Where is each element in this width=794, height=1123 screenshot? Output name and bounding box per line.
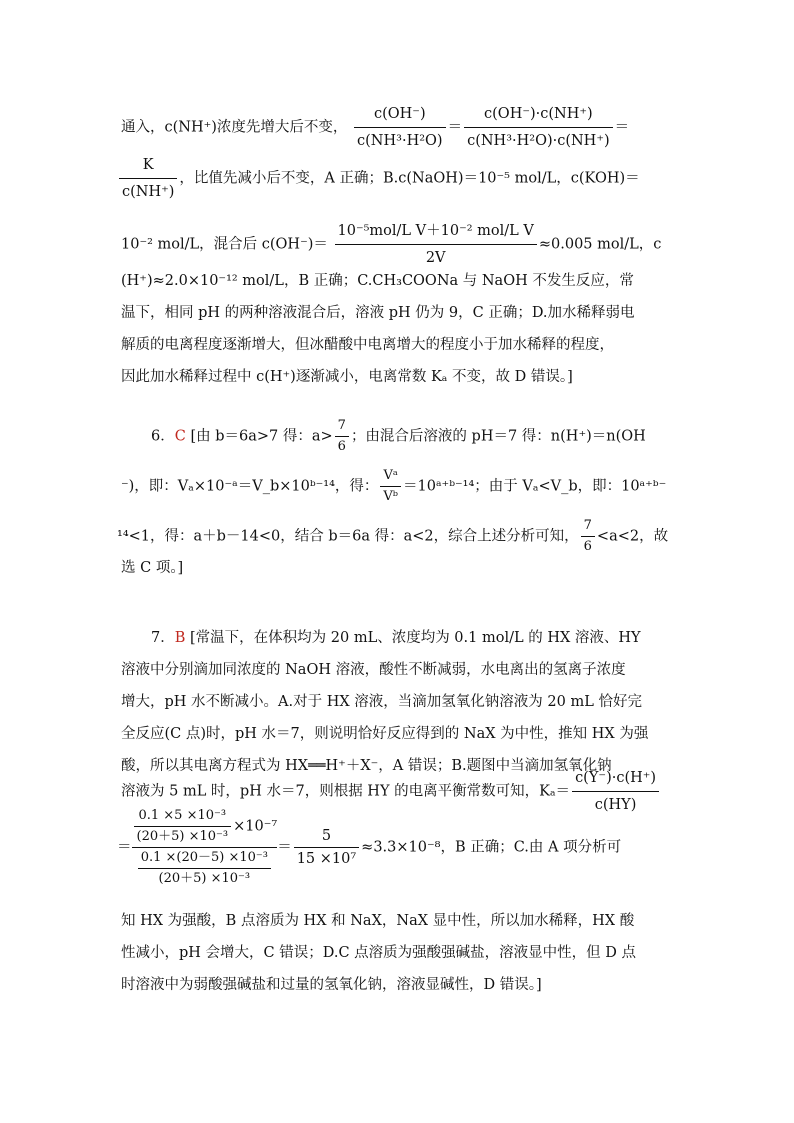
solution-line-5: 温下，相同 pH 的两种溶液混合后，溶液 pH 仍为 9，C 正确；D.加水稀释弱电 <box>121 305 635 321</box>
answer-letter: B <box>174 630 186 646</box>
question-number: 6． <box>151 428 175 445</box>
q6-line-4: 选 C 项。] <box>121 560 184 576</box>
fraction-denominator: 2V <box>335 244 537 269</box>
fraction-numerator-part <box>134 808 232 845</box>
main-fraction-bar <box>132 847 278 848</box>
fraction-numerator: 0.1 ×(20－5) ×10⁻³ <box>140 850 268 865</box>
text-segment: ；由混合后溶液的 pH＝7 得：n(H⁺)＝n(OH <box>350 428 646 445</box>
fraction-mixed-oh <box>335 220 537 269</box>
fraction-va-over-vb <box>380 468 401 505</box>
fraction-denominator: 15 ×10⁷ <box>294 847 359 868</box>
q6-line-1 <box>151 418 646 455</box>
text-segment: <a<2，故 <box>596 528 669 545</box>
compound-fraction <box>132 808 278 887</box>
q6-line-2 <box>121 468 666 505</box>
equals-sign: ＝ <box>277 839 292 856</box>
fraction-numerator: c(OH⁻)·c(NH⁺) <box>484 106 593 122</box>
solution-line-2 <box>117 154 640 203</box>
q7-compound-equation <box>117 808 621 887</box>
fraction-numerator: Vᵃ <box>383 468 398 483</box>
q7-line-8: 知 HX 为强酸，B 点溶质为 HX 和 NaX，NaX 显中性，所以加水稀释，HX 酸 <box>121 913 635 929</box>
fraction-five-over <box>294 827 359 868</box>
fraction-denominator: (20＋5) ×10⁻³ <box>134 826 232 845</box>
equals-sign: ＝ <box>614 119 630 136</box>
fraction-denominator: c(NH³·H²O) <box>354 127 446 152</box>
text-segment: ≈3.3×10⁻⁸，B 正确；C.由 A 项分析可 <box>361 839 622 856</box>
text-segment: ，比值先减小后不变，A 正确；B.c(NaOH)＝10⁻⁵ mol/L，c(KOH)＝ <box>179 170 640 187</box>
q7-line-9: 性减小，pH 会增大，C 错误；D.C 点溶质为强酸强碱盐，溶液显中性，但 D 点 <box>121 945 637 961</box>
fraction-denominator: c(NH⁺) <box>119 178 177 203</box>
solution-line-4: (H⁺)≈2.0×10⁻¹² mol/L，B 正确；C.CH₃COONa 与 NaOH 不发生反应，常 <box>121 273 634 289</box>
fraction-denominator: Vᵇ <box>380 486 401 505</box>
solution-line-1 <box>121 103 629 152</box>
solution-line-6: 解质的电离程度逐渐增大，但冰醋酸中电离增大的程度小于加水稀释的程度， <box>121 337 614 353</box>
fraction-denominator: 6 <box>335 436 349 455</box>
text-segment: ⁻)，即：Vₐ×10⁻ᵃ＝V_b×10ᵇ⁻¹⁴，得： <box>121 478 379 495</box>
fraction-seven-sixths <box>581 518 595 555</box>
compound-denominator <box>132 850 278 887</box>
answer-letter: C <box>174 428 186 445</box>
q6-line-3 <box>117 518 668 555</box>
q7-line-1 <box>151 627 641 649</box>
text-segment: 溶液为 5 mL 时，pH 水＝7，则根据 HY 的电离平衡常数可知，Kₐ＝ <box>121 783 571 800</box>
fraction-product <box>464 103 613 152</box>
fraction-seven-sixths <box>335 418 349 455</box>
q7-line-5: 酸，所以其电离方程式为 HX══H⁺＋X⁻，A 错误；B.题图中当滴加氢氧化钠 <box>121 758 612 774</box>
fraction-denominator: (20＋5) ×10⁻³ <box>138 868 271 887</box>
fraction-numerator: 5 <box>321 828 332 844</box>
fraction-numerator: K <box>142 157 154 173</box>
solution-line-3 <box>121 220 661 269</box>
solution-line-7: 因此加水稀释过程中 c(H⁺)逐渐减小，电离常数 Kₐ 不变，故 D 错误。] <box>121 369 573 385</box>
q7-line-10: 时溶液中为弱酸强碱盐和过量的氢氧化钠，溶液显碱性，D 错误。] <box>121 977 542 993</box>
fraction-numerator: 10⁻⁵mol/L V＋10⁻² mol/L V <box>337 223 534 239</box>
question-number: 7． <box>151 630 175 646</box>
text-segment: [常温下，在体积均为 20 mL、浓度均为 0.1 mol/L 的 HX 溶液、HY <box>190 630 641 646</box>
fraction-numerator: 7 <box>583 518 592 533</box>
fraction-k-over-nh4 <box>119 154 177 203</box>
fraction-numerator: 0.1 ×5 ×10⁻³ <box>138 808 227 823</box>
fraction-oh-over-nh3h2o <box>354 103 446 152</box>
text-segment: 通入，c(NH⁺)浓度先增大后不变， <box>121 119 348 136</box>
fraction-denominator-part <box>138 850 271 887</box>
fraction-numerator: c(OH⁻) <box>373 106 426 122</box>
q7-line-3: 增大，pH 水不断减小。A.对于 HX 溶液，当滴加氢氧化钠溶液为 20 mL 恰好完 <box>121 694 642 710</box>
text-segment: ×10⁻⁷ <box>233 818 278 835</box>
fraction-numerator: 7 <box>337 418 346 433</box>
q7-line-4: 全反应(C 点)时，pH 水＝7，则说明恰好反应得到的 NaX 为中性，推知 HX 为强 <box>121 726 649 742</box>
fraction-numerator: c(Y⁻)·c(H⁺) <box>575 770 657 786</box>
q7-line-2: 溶液中分别滴加同浓度的 NaOH 溶液，酸性不断减弱，水电离出的氢离子浓度 <box>121 662 626 678</box>
compound-numerator <box>132 808 278 845</box>
text-segment: [由 b＝6a>7 得：a> <box>190 428 333 445</box>
text-segment: ＝10ᵃ⁺ᵇ⁻¹⁴；由于 Vₐ<V_b，即：10ᵃ⁺ᵇ⁻ <box>403 478 667 495</box>
text-segment: ≈0.005 mol/L，c <box>538 236 662 253</box>
fraction-denominator: c(NH³·H²O)·c(NH⁺) <box>464 127 613 152</box>
text-segment: 10⁻² mol/L，混合后 c(OH⁻)＝ <box>121 236 328 253</box>
fraction-denominator: 6 <box>581 536 595 555</box>
equals-sign: ＝ <box>117 839 132 856</box>
text-segment: ¹⁴<1，得：a＋b－14<0，结合 b＝6a 得：a<2，综合上述分析可知， <box>117 528 579 545</box>
equals-sign: ＝ <box>447 119 463 136</box>
fraction-denominator: c(HY) <box>572 791 659 816</box>
